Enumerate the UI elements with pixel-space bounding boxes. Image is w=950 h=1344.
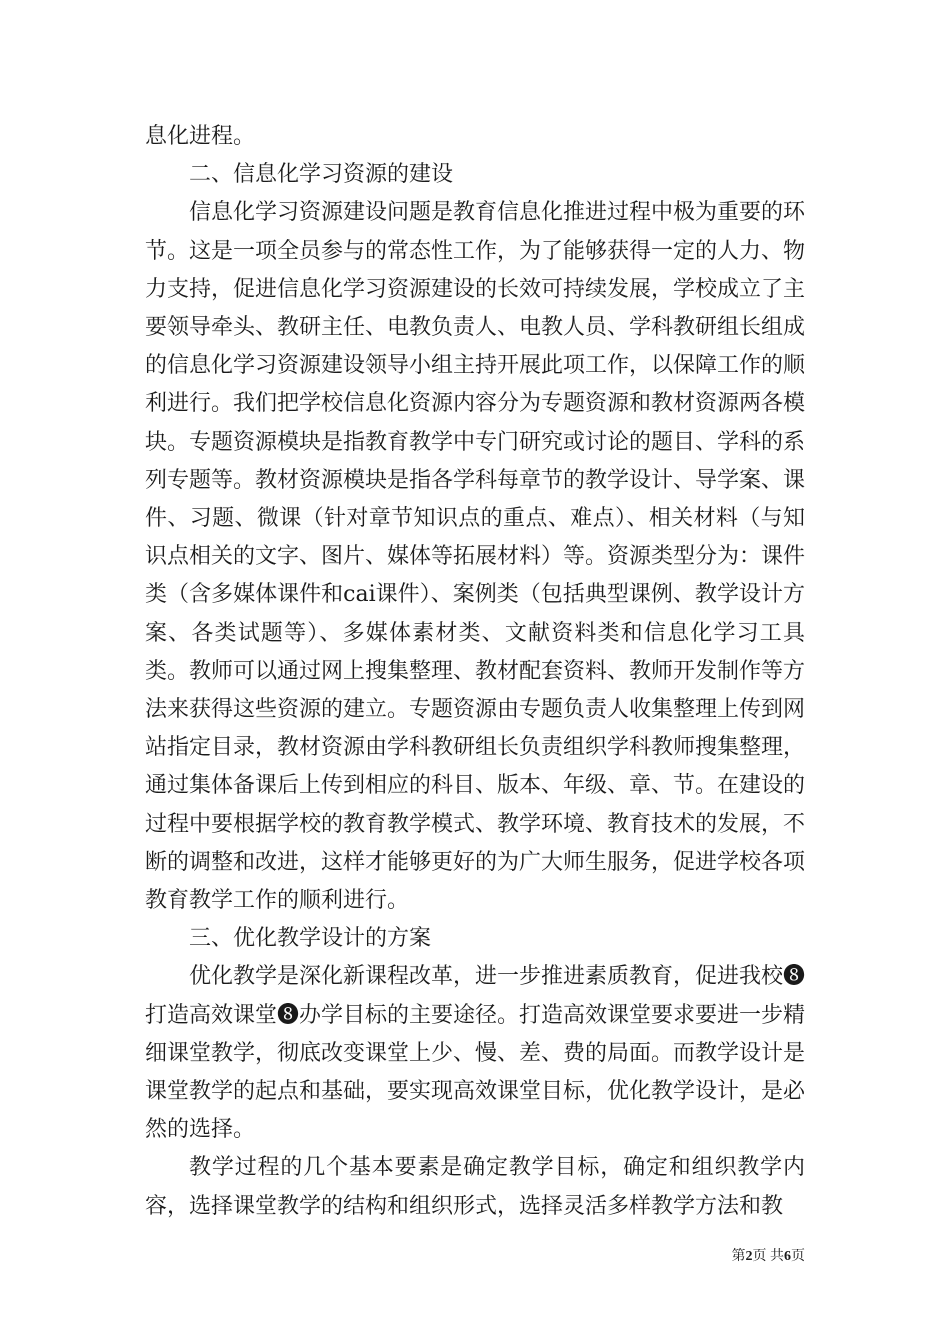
section-heading-2: 二、信息化学习资源的建设 <box>189 162 454 188</box>
page-footer <box>732 1245 806 1265</box>
footer-current-page: 2 <box>745 1249 753 1264</box>
section-heading-3: 三、优化教学设计的方案 <box>189 926 432 952</box>
document-body <box>145 118 805 1226</box>
paragraph-continuation: 息化进程。 <box>145 124 256 149</box>
paragraph-resources: 信息化学习资源建设问题是教育信息化推进过程中极为重要的环节。这是一项全员参与的常态性工作，为了能够获得一定的人力、物力支持，促进信息化学习资源建设的长效可持续发展，学校成立了主要领导牵头、教研主任、电教负责人、电教人员、学科教研组长组成的信息化学习资源建设领导小组主持开展此项工作，以保障工作的顺利进行。我们把学校信息化资源内容分为专题资源和教材资源两各模块。专题资源模块是指教育教学中专门研究或讨论的题目、学科的系列专题等。教材资源模块是指各学科每章节的教学设计、导学案、课件、习题、微课（针对章节知识点的重点、难点）、相关材料（与知识点相关的文字、图片、媒体等拓展材料）等。资源类型分为：课件类（含多媒体课件和cai课件）、案例类（包括典型课例、教学设计方案、各类试题等）、多媒体素材类、文献资料类和信息化学习工具类。教师可以通过网上搜集整理、教材配套资料、教师开发制作等方法来获得这些资源的建立。专题资源由专题负责人收集整理上传到网站指定目录，教材资源由学科教研组长负责组织学科教师搜集整理，通过集体备课后上传到相应的科目、版本、年级、章、节。在建设的过程中要根据学校的教育教学模式、教学环境、教育技术的发展，不断的调整和改进，这样才能够更好的为广大师生服务，促进学校各项教育教学工作的顺利进行。 <box>145 200 806 914</box>
footer-total-pages: 6 <box>784 1249 791 1264</box>
footer-prefix: 第 <box>731 1249 746 1264</box>
paragraph-optimize-teaching: 优化教学是深化新课程改革，进一步推进素质教育，促进我校❽打造高效课堂❽办学目标的主要途径。打造高效课堂要求要进一步精细课堂教学，彻底改变课堂上少、慢、差、费的局面。而教学设计是课堂教学的起点和基础，要实现高效课堂目标，优化教学设计，是必然的选择。 <box>145 964 806 1143</box>
paragraph-teaching-elements: 教学过程的几个基本要素是确定教学目标，确定和组织教学内容，选择课堂教学的结构和组织形式，选择灵活多样教学方法和教 <box>145 1155 805 1219</box>
footer-middle: 页 共 <box>752 1249 784 1264</box>
footer-suffix: 页 <box>791 1249 805 1264</box>
